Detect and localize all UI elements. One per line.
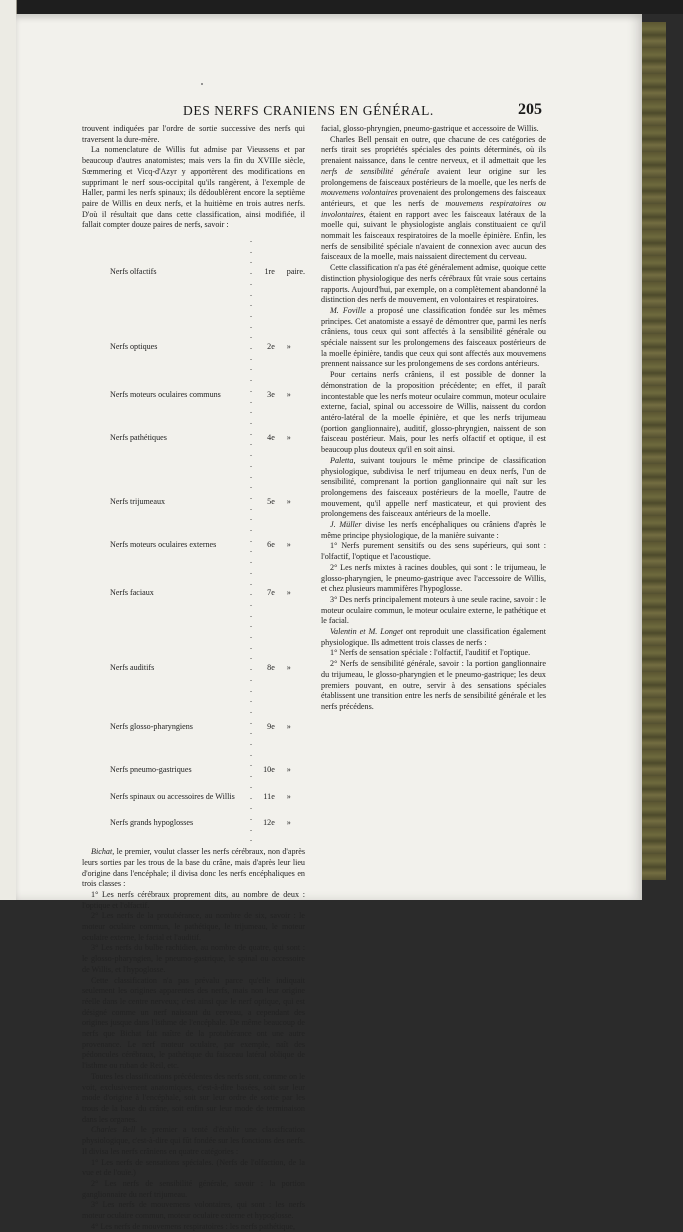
nerve-dots: . . . . . . — [250, 470, 253, 534]
paragraph-text: Charles Bell pensait en outre, que chacune de ces catégories de nerfs tirait ses propriétés spéciales des points déterminés, où ils prenaient naissance, dans le centre nerveux, et il admettait que les — [321, 134, 546, 166]
paragraph: Cette classification n'a pas été généralement admise, quoique cette distinction physiologique des nerfs cérébraux fût vraie sous certains rapports. Aujourd'hui, par exemple, on a complètement abandonné la distinction des nerfs de mouvement, en volontaires et respiratoires. — [321, 263, 547, 305]
nerve-name: Nerfs pathétiques — [110, 433, 167, 443]
nerve-ord: 1re — [264, 267, 275, 277]
nerve-row — [110, 535, 305, 556]
paragraph: trouvent indiquées par l'ordre de sortie successive des nerfs qui traversent la dure-mère. — [82, 124, 305, 144]
nerve-row — [110, 792, 305, 803]
emphasis: nerfs de sensibilité générale — [321, 166, 430, 176]
nerve-name: Nerfs trijumeaux — [110, 497, 166, 507]
nerve-name: Nerfs spinaux ou accessoires de Willis — [110, 791, 235, 801]
paragraph-text: a proposé une classification fondée sur les mêmes principes. Cet anatomiste a essayé de démontrer que, parmi les nerfs crâniens, tous ceux qui sont affectés à la sensibilité générale ou spéciale naissent sur les prolongemens des faisceaux postérieurs de la moelle épinière, tandis que ceux qui sont affectés aux mouvemens prennent naissance sur les prolongemens de ses cordons antérieurs. — [321, 305, 547, 369]
paragraph-text: ont reproduit une classification également physiologique. Ils admettent trois classes de nerfs : — [321, 627, 546, 647]
paragraph: Pour certains nerfs crâniens, il est possible de donner la démonstration de la proposition précédente; en effet, il paraît incontestable que les nerfs moteur oculaire commun, moteur oculaire externe, facial, spinal ou accessoire de Willis, naissent du cordon antéro-latéral de la moelle épinière, et que les nerfs trijumeau (portion ganglionnaire), auditif, glosso-phryngien, naissent de son faisceau postérieur. Mais, pour les nerfs olfactif et optique, il est beaucoup plus douteux qu'il en soit ainsi. — [321, 370, 546, 455]
nerve-dots: . . . . . . . — [250, 631, 253, 705]
author-name: Charles Bell — [91, 1125, 136, 1135]
author-name: Paletta — [330, 455, 354, 465]
facing-page-fragment — [0, 300, 4, 315]
nerve-ord: 4e — [267, 433, 275, 443]
facing-page-fragments — [0, 150, 4, 315]
nerve-row — [110, 310, 305, 385]
nerve-label: » — [286, 791, 291, 801]
facing-page-fragment — [0, 225, 4, 240]
right-text-column — [321, 124, 546, 713]
nerve-dots: . — [250, 791, 253, 801]
emphasis: mouvemens volontaires — [321, 188, 398, 198]
book-spine — [640, 22, 666, 880]
nerve-dots: . . — [250, 534, 253, 555]
paragraph-text: divise les nerfs encéphaliques ou crâniens d'après le même principe physiologique, de la manière suivante : — [321, 520, 546, 540]
paragraph — [82, 1125, 305, 1157]
facing-page-fragment — [0, 240, 4, 255]
author-name: M. Foville — [330, 305, 366, 315]
paragraph — [321, 520, 546, 541]
nerve-ord: 9e — [267, 722, 275, 732]
nerve-ord: 11e — [263, 791, 275, 801]
paragraph-text: , le premier, voulut classer les nerfs cérébraux, non d'après leurs sorties par les trous de la base du crâne, mais d'après leur lieu d'origine dans l'encéphale; il divisa donc les nerfs encéphaliques en trois classes : — [82, 847, 305, 889]
author-name: J. Müller — [330, 520, 362, 530]
nerve-row — [110, 802, 305, 845]
paragraph: La nomenclature de Willis fut admise par Vieussens et par beaucoup d'autres anatomistes; mais vers la fin du XVIIIe siècle, Sœmmering et Vicq-d'Azyr y apportèrent des modifications en supprimant le nerf sous-occipital qu'ils rangèrent, à l'exemple de Haller, parmi les nerfs spinaux; ils dédoublèrent encore la septième paire de Willis en deux nerfs, et la huitième en trois autres nerfs. D'où il résultait que dans cette classification, ainsi modifiée, il fallait compter douze paires de nerfs, savoir : — [82, 145, 305, 230]
paragraph: 1° Nerfs purement sensitifs ou des sens supérieurs, qui sont : l'olfactif, l'optique et l'acoustique. — [321, 541, 546, 562]
nerve-label: » — [286, 663, 291, 673]
paragraph — [321, 627, 546, 648]
paragraph: Toutes les classifications précédentes des nerfs sont, comme on le voit, exclusivement anatomiques, c'est-à-dire basées, soit sur leur mode d'origine à l'encéphale, soit sur leur ordre de sortie par les trous de la base du crâne, soit enfin sur leur mode de terminaison dans les organes. — [82, 1071, 305, 1124]
nerve-label: » — [286, 722, 291, 732]
nerve-row — [110, 385, 305, 406]
paragraph-text: , suivant toujours le même principe de classification physiologique, subdivisa le nerf trijumeau en deux nerfs, l'un de sensibilité, comprenant la portion ganglionnaire qui naît sur les prolongemens des faisceaux postérieurs de la moelle, l'autre de mouvement, qu'il appelle nerf masticateur, et qui provient des prolongemens des faisceaux antérieurs de la moelle. — [321, 455, 546, 519]
nerve-dots: . . . . — [250, 802, 253, 844]
nerve-row — [110, 235, 305, 310]
paragraph: 3° Des nerfs principalement moteurs à une seule racine, savoir : le moteur oculaire commun, le moteur oculaire externe, le pathétique et le facial. — [321, 594, 546, 626]
paragraph — [321, 135, 546, 263]
nerve-name: Nerfs moteurs oculaires communs — [110, 390, 221, 400]
nerve-row — [110, 406, 305, 470]
author-name: Valentin et M. Longet — [330, 627, 403, 637]
facing-page-fragment — [0, 285, 4, 300]
facing-page-fragment — [0, 180, 4, 195]
nerve-name: Nerfs auditifs — [110, 663, 155, 673]
paragraph: Cette classification n'a pas prévalu parce qu'elle indiquait seulement les origines apparentes des nerfs, mais non leur origine réelle dans le centre nerveux; c'est ainsi que le nerf optique, qui est désigné comme un nerf naissant du cerveau, a cependant des origines jusque dans l'isthme de l'encéphale. De même beaucoup de nerfs que Bichat fait naître de la protubérance ont une autre provenance. Le nerf moteur oculaire, par exemple, naît des pédoncules cérébraux, le pathétique du faisceau latéral oblique de l'isthme ou ruban de Reil, etc. — [82, 975, 305, 1071]
nerve-ord: 7e — [267, 588, 275, 598]
nerve-ord: 5e — [267, 497, 275, 507]
nerve-label: paire. — [286, 267, 305, 277]
nerve-ord: 2e — [267, 342, 275, 352]
nerve-ord: 3e — [267, 390, 275, 400]
nerve-name: Nerfs grands hypoglosses — [110, 818, 194, 828]
paragraph: 2° Nerfs de sensibilité générale, savoir : la portion ganglionnaire du trijumeau, le glosso-pharyngien et le pneumo-gastrique; les deux premiers pouvant, en outre, servir à des sensations spéciales établissent une transition entre les nerfs de sensibilité générale et les nerfs précédens. — [321, 659, 546, 711]
nerve-label: » — [286, 433, 291, 443]
paragraph: 1° Les nerfs cérébraux proprement dits, au nombre de deux : l'optique et l'olfactif. — [82, 889, 305, 910]
nerve-ord: 10e — [263, 764, 275, 774]
paragraph: 1° Nerfs de sensation spéciale : l'olfactif, l'auditif et l'optique. — [330, 648, 531, 658]
nerve-pairs-table — [110, 235, 305, 845]
facing-page-fragment — [0, 150, 4, 165]
facing-page-fragment — [0, 255, 4, 270]
nerve-name: Nerfs optiques — [110, 342, 158, 352]
nerve-dots: . . . . . . . — [250, 309, 253, 384]
nerve-dots: . . . . — [250, 705, 253, 748]
nerve-ord: 6e — [267, 540, 275, 550]
paragraph-text: avaient leur origine sur les prolongemens de faisceaux postérieurs de la moelle, que les nerfs de — [321, 166, 547, 187]
nerve-name: Nerfs glosso-pharyngiens — [110, 722, 193, 732]
nerve-row — [110, 749, 305, 792]
nerve-dots: . . . . . . . — [250, 556, 253, 630]
facing-page-fragment — [0, 165, 4, 180]
paragraph — [321, 456, 546, 520]
paragraph: facial, glosso-phryngien, pneumo-gastrique et accessoire de Willis. — [321, 124, 539, 133]
paragraph — [321, 306, 546, 370]
paragraph-text: , étaient en rapport avec les faisceaux latéraux de la moelle qui, suivant le physiologiste anglais constituaient ce qu'il nommait les faisceaux respiratoires de la moelle épinière. Enfin, les nerfs de sensibilité spéciale n'avaient de connexion avec aucun des faisceaux de la moelle, mais naissaient directement du cerveau. — [321, 209, 546, 262]
nerve-name: Nerfs faciaux — [110, 588, 154, 598]
emphasis: mouvemens respiratoires ou involontaires — [321, 198, 546, 219]
facing-page-fragment — [0, 195, 4, 210]
paragraph: 2° Les nerfs de la protubérance, au nombre de six, savoir : le moteur oculaire commun, le pathétique, le trijumeau, le moteur oculaire externe, le facial et l'auditif. — [82, 911, 305, 942]
nerve-dots: . . . . — [250, 748, 253, 790]
nerve-label: » — [286, 497, 291, 507]
facing-page-fragment — [0, 210, 4, 225]
nerve-row — [110, 631, 305, 706]
paragraph: 4° Les nerfs de mouvemens respiratoires : les nerfs pathétique, — [91, 1221, 296, 1231]
running-title: DES NERFS CRANIENS EN GÉNÉRAL. — [183, 103, 434, 118]
nerve-dots: . . . . . . — [250, 406, 253, 469]
nerve-row — [110, 471, 305, 535]
facing-page-edge — [0, 0, 17, 900]
paragraph: 2° Les nerfs de sensibilité générale, savoir : la portion ganglionnaire du nerf trijumeau. — [82, 1178, 305, 1199]
nerve-label: » — [286, 540, 291, 550]
paragraph-text: provenaient des prolongemens des faisceaux antérieurs, et que les nerfs de — [321, 188, 546, 208]
nerve-label: » — [286, 588, 291, 598]
nerve-ord: 8e — [267, 663, 275, 673]
nerve-label: » — [286, 764, 291, 774]
nerve-label: » — [286, 818, 291, 828]
paragraph — [82, 847, 305, 890]
paragraph: 3° Les nerfs de mouvemens volontaires, qui sont : les nerfs moteur oculaire commun, moteur oculaire externe et hypoglosse. — [82, 1200, 305, 1221]
paragraph: 1° Les nerfs de sensations spéciales. (Nerfs de l'olfaction, de la vue et de l'ouïe.) — [82, 1157, 305, 1178]
nerve-dots: . . — [250, 384, 253, 405]
page-number: 205 — [518, 101, 542, 118]
nerve-name: Nerfs olfactifs — [110, 267, 157, 277]
nerve-ord: 12e — [263, 818, 275, 828]
nerve-row — [110, 556, 305, 631]
nerve-label: » — [286, 390, 291, 400]
left-text-column — [82, 124, 305, 1232]
nerve-name: Nerfs moteurs oculaires externes — [110, 540, 217, 550]
nerve-label: » — [286, 342, 291, 352]
nerve-dots: . . . . . . . — [250, 235, 253, 309]
paragraph: 3° Les nerfs du bulbe rachidien, au nombre de quatre, qui sont : le glosso-pharyngien, le pneumo-gastrique, le spinal ou accessoire de Willis, et l'hypoglosse. — [82, 943, 305, 974]
paragraph-text: le premier a tenté d'établir une classification physiologique, c'est-à-dire qui fût fondée sur les fonctions des nerfs. Il divisa les nerfs crâniens en quatre catégories : — [82, 1125, 305, 1156]
facing-page-fragment — [0, 270, 4, 285]
scanner-background — [0, 0, 683, 14]
author-name: Bichat — [91, 847, 113, 857]
page-speck — [201, 83, 203, 85]
nerve-name: Nerfs pneumo-gastriques — [110, 764, 192, 774]
paragraph: 2° Les nerfs mixtes à racines doubles, qui sont : le trijumeau, le glosso-pharyngien, le pneumo-gastrique avec l'accessoire de Willis, et chez plusieurs mammifères l'hypoglosse. — [321, 562, 546, 594]
nerve-row — [110, 706, 305, 749]
